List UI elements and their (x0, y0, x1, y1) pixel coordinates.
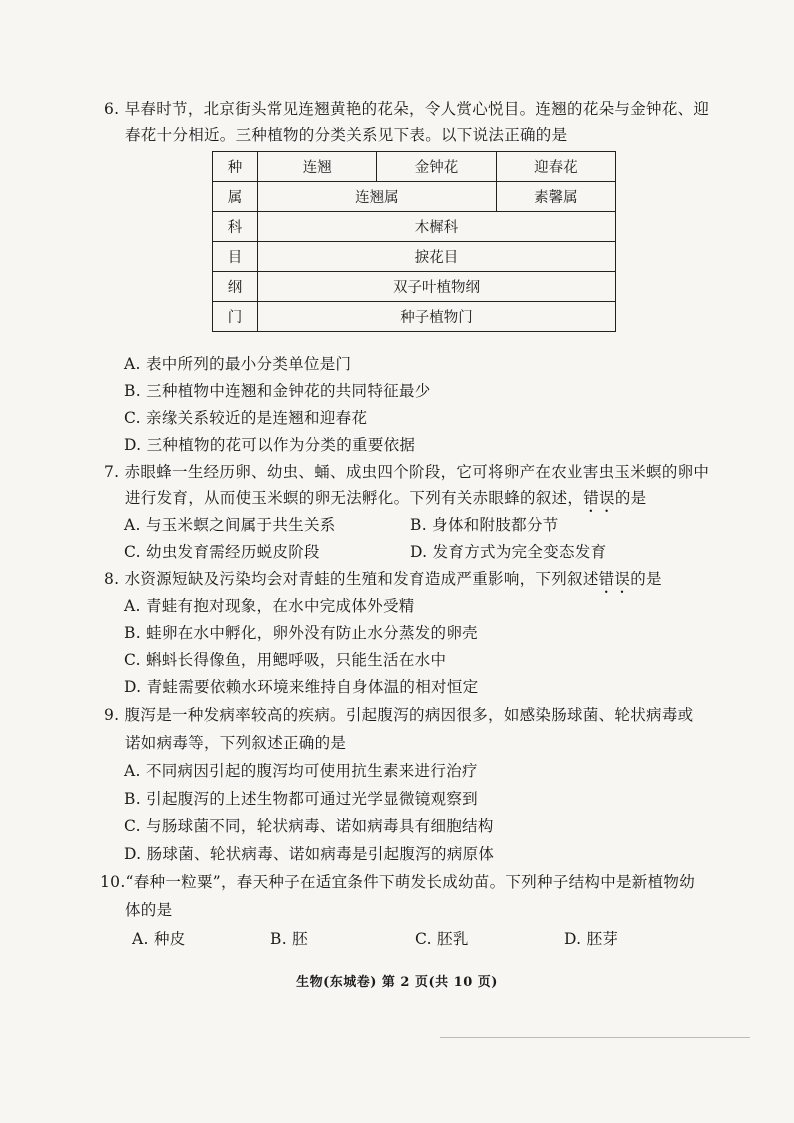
q10-option-c: C. 胚乳 (415, 930, 469, 948)
q10-stem-line2: 体的是 (125, 901, 173, 919)
table-cell: 迎春花 (496, 152, 615, 182)
table-row (213, 302, 616, 332)
q6-option-c: C. 亲缘关系较近的是连翘和迎春花 (124, 409, 368, 427)
q10-option-d: D. 胚芽 (564, 930, 619, 948)
rank-cell: 目 (213, 242, 258, 272)
q8-emphasis-word: 错误 (598, 570, 631, 588)
table-cell: 双子叶植物纲 (258, 272, 616, 302)
q6-stem-line2: 春花十分相近。三种植物的分类关系见下表。以下说法正确的是 (125, 126, 568, 144)
q7-option-d: D. 发育方式为完全变态发育 (410, 543, 607, 561)
q7-stem-line1: 7. 赤眼蜂一生经历卵、幼虫、蛹、成虫四个阶段，它可将卵产在农业害虫玉米螟的卵中 (104, 463, 710, 481)
q8-option-c: C. 蝌蚪长得像鱼，用鳃呼吸，只能生活在水中 (124, 651, 447, 669)
q9-option-a: A. 不同病因引起的腹泻均可使用抗生素来进行治疗 (124, 762, 478, 780)
table-row (213, 242, 616, 272)
rank-cell: 种 (213, 152, 258, 182)
q7-option-c: C. 幼虫发育需经历蜕皮阶段 (124, 543, 320, 561)
q10-option-b: B. 胚 (270, 930, 308, 948)
q8-option-b: B. 蛙卵在水中孵化，卵外没有防止水分蒸发的卵壳 (124, 624, 478, 642)
q6-stem-line1: 6. 早春时节，北京街头常见连翘黄艳的花朵，令人赏心悦目。连翘的花朵与金钟花、迎 (104, 100, 710, 118)
q7-emphasis-word: 错误 (583, 489, 615, 507)
page-footer: 生物(东城卷) 第 2 页(共 10 页) (296, 975, 498, 990)
rank-cell: 门 (213, 302, 258, 332)
q7-stem-line2 (125, 486, 646, 516)
table-row (213, 152, 616, 182)
table-row (213, 212, 616, 242)
table-cell: 种子植物门 (258, 302, 616, 332)
table-cell: 连翘 (258, 152, 377, 182)
divider (440, 1037, 750, 1038)
q8-stem-line1 (104, 567, 662, 597)
q7-stem-text: 进行发育，从而使玉米螟的卵无法孵化。下列有关赤眼蜂的叙述， (125, 489, 584, 507)
rank-cell: 纲 (213, 272, 258, 302)
table-cell: 木樨科 (258, 212, 616, 242)
rank-cell: 科 (213, 212, 258, 242)
q8-stem-text: 8. 水资源短缺及污染均会对青蛙的生殖和发育造成严重影响，下列叙述 (104, 570, 599, 588)
q8-option-d: D. 青蛙需要依赖水环境来维持自身体温的相对恒定 (124, 678, 479, 696)
q6-option-d: D. 三种植物的花可以作为分类的重要依据 (124, 436, 416, 454)
q10-stem-line1: 10.“春种一粒粟”，春天种子在适宜条件下萌发长成幼苗。下列种子结构中是新植物幼 (100, 873, 696, 891)
table-cell: 捩花目 (258, 242, 616, 272)
table-row (213, 182, 616, 212)
q9-option-d: D. 肠球菌、轮状病毒、诺如病毒是引起腹泻的病原体 (124, 845, 495, 863)
q7-stem-end: 的是 (614, 489, 647, 507)
q9-option-b: B. 引起腹泻的上述生物都可通过光学显微镜观察到 (124, 790, 478, 808)
q8-option-a: A. 青蛙有抱对现象，在水中完成体外受精 (124, 597, 415, 615)
q6-option-b: B. 三种植物中连翘和金钟花的共同特征最少 (124, 382, 431, 400)
q9-stem-line1: 9. 腹泻是一种发病率较高的疾病。引起腹泻的病因很多，如感染肠球菌、轮状病毒或 (104, 706, 694, 724)
taxonomy-table (212, 151, 616, 332)
table-cell: 连翘属 (258, 182, 497, 212)
table-cell: 金钟花 (377, 152, 496, 182)
q7-option-a: A. 与玉米螟之间属于共生关系 (124, 516, 336, 534)
q9-option-c: C. 与肠球菌不同，轮状病毒、诺如病毒具有细胞结构 (124, 817, 494, 835)
q6-option-a: A. 表中所列的最小分类单位是门 (124, 355, 352, 373)
q8-stem-end: 的是 (630, 570, 662, 588)
rank-cell: 属 (213, 182, 258, 212)
q9-stem-line2: 诺如病毒等，下列叙述正确的是 (125, 734, 347, 752)
q7-option-b: B. 身体和附肢都分节 (410, 516, 559, 534)
table-row (213, 272, 616, 302)
q10-option-a: A. 种皮 (132, 930, 186, 948)
table-cell: 素馨属 (496, 182, 615, 212)
